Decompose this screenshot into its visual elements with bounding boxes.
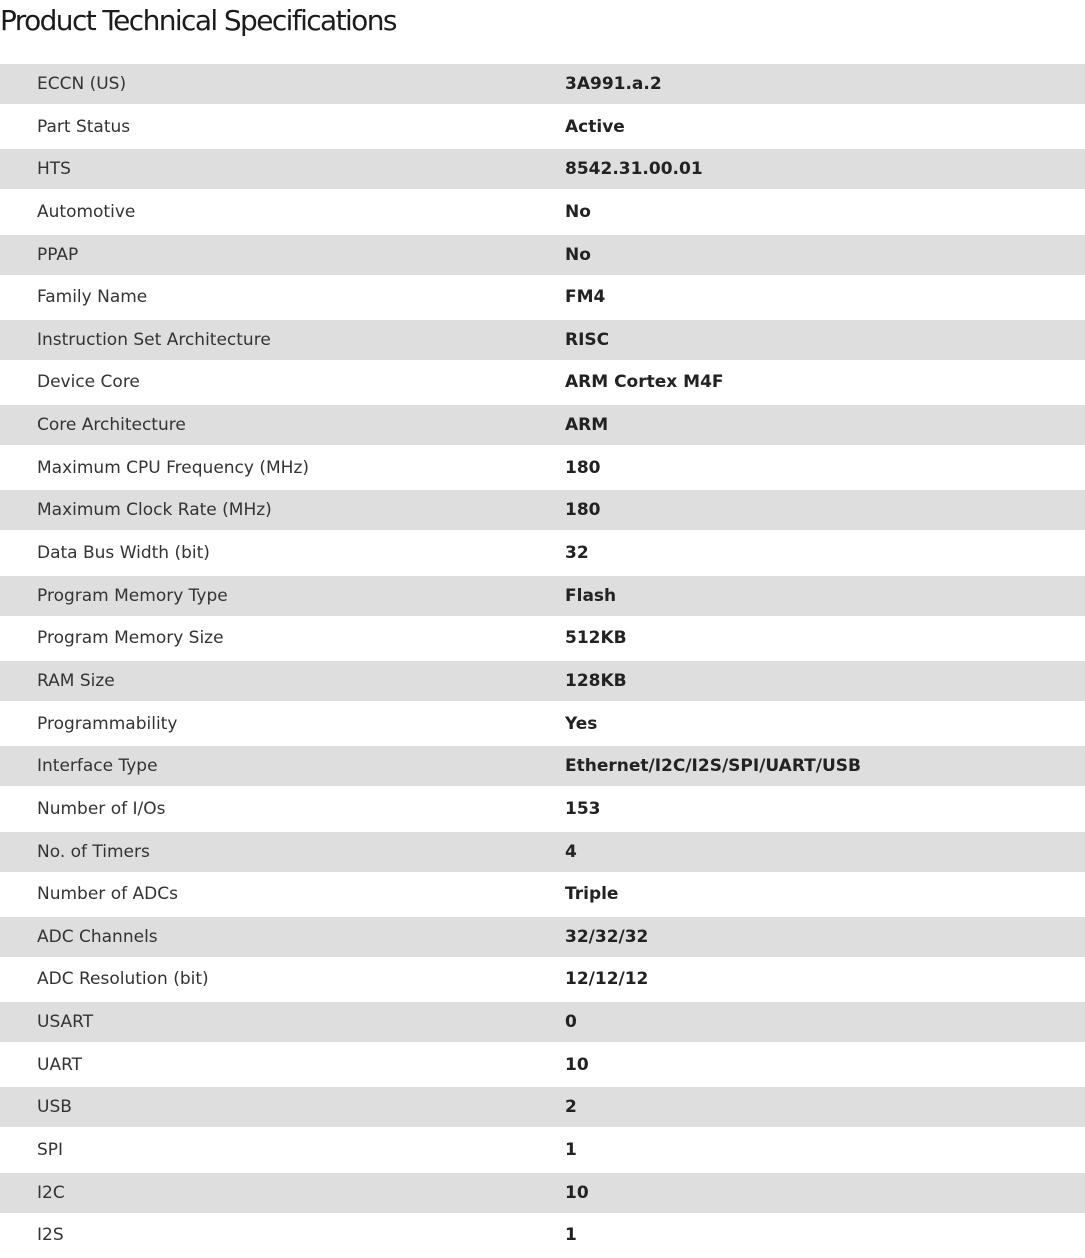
spec-value: No — [565, 244, 591, 265]
spec-label: I2S — [37, 1225, 64, 1246]
spec-row — [0, 576, 1085, 616]
spec-row — [0, 405, 1085, 445]
page-title: Product Technical Specifications — [0, 4, 396, 37]
spec-value: FM4 — [565, 287, 606, 308]
spec-label: No. of Timers — [37, 841, 150, 862]
spec-value: 1 — [565, 1225, 577, 1246]
spec-row — [0, 490, 1085, 530]
spec-value: 180 — [565, 500, 601, 521]
spec-value: 512KB — [565, 628, 627, 649]
spec-row — [0, 533, 1085, 573]
spec-label: Program Memory Size — [37, 628, 224, 649]
spec-row — [0, 1173, 1085, 1213]
spec-row — [0, 832, 1085, 872]
spec-row — [0, 320, 1085, 360]
spec-label: SPI — [37, 1140, 64, 1161]
spec-value: ARM — [565, 415, 609, 436]
spec-value: Ethernet/I2C/I2S/SPI/UART/USB — [565, 756, 861, 777]
spec-label: Number of I/Os — [37, 798, 166, 819]
spec-row — [0, 448, 1085, 488]
spec-value: 0 — [565, 1012, 577, 1033]
spec-label: Automotive — [37, 201, 136, 222]
spec-label: Interface Type — [37, 756, 158, 777]
spec-value: 2 — [565, 1097, 577, 1118]
spec-value: 32/32/32 — [565, 926, 649, 947]
spec-row — [0, 235, 1085, 275]
spec-table — [0, 64, 1085, 1258]
spec-label: Instruction Set Architecture — [37, 329, 271, 350]
spec-value: 4 — [565, 841, 577, 862]
spec-row — [0, 1002, 1085, 1042]
spec-row — [0, 789, 1085, 829]
spec-row — [0, 1130, 1085, 1170]
spec-value: Yes — [565, 713, 598, 734]
spec-value: 10 — [565, 1054, 589, 1075]
spec-row — [0, 959, 1085, 999]
spec-value: No — [565, 201, 591, 222]
spec-label: Device Core — [37, 372, 140, 393]
spec-value: RISC — [565, 329, 610, 350]
spec-label: I2C — [37, 1182, 65, 1203]
spec-value: Flash — [565, 585, 617, 606]
spec-value: 1 — [565, 1140, 577, 1161]
spec-label: HTS — [37, 159, 71, 180]
spec-row — [0, 149, 1085, 189]
spec-row — [0, 1087, 1085, 1127]
spec-label: UART — [37, 1054, 83, 1075]
spec-row — [0, 917, 1085, 957]
spec-value: 10 — [565, 1182, 589, 1203]
spec-label: RAM Size — [37, 670, 115, 691]
spec-label: ADC Channels — [37, 926, 158, 947]
spec-label: ECCN (US) — [37, 74, 127, 94]
spec-value: 3A991.a.2 — [565, 74, 662, 94]
spec-row — [0, 618, 1085, 658]
spec-row — [0, 704, 1085, 744]
spec-label: Part Status — [37, 116, 131, 137]
spec-label: USART — [37, 1012, 94, 1033]
spec-row — [0, 661, 1085, 701]
spec-label: Family Name — [37, 287, 148, 308]
spec-value: Triple — [565, 884, 619, 905]
spec-value: ARM Cortex M4F — [565, 372, 724, 393]
spec-value: 8542.31.00.01 — [565, 159, 703, 180]
spec-value: 12/12/12 — [565, 969, 649, 990]
spec-value: 180 — [565, 457, 601, 478]
spec-value: 128KB — [565, 670, 627, 691]
spec-row — [0, 746, 1085, 786]
spec-label: Number of ADCs — [37, 884, 178, 905]
spec-row — [0, 1045, 1085, 1085]
spec-value: 153 — [565, 798, 601, 819]
spec-label: Program Memory Type — [37, 585, 228, 606]
spec-row — [0, 277, 1085, 317]
spec-label: ADC Resolution (bit) — [37, 969, 209, 990]
spec-label: USB — [37, 1097, 72, 1118]
spec-value: Active — [565, 116, 625, 137]
spec-row — [0, 192, 1085, 232]
spec-label: Maximum Clock Rate (MHz) — [37, 500, 272, 521]
spec-row — [0, 362, 1085, 402]
spec-value: 32 — [565, 543, 589, 564]
spec-label: Data Bus Width (bit) — [37, 543, 210, 564]
spec-row — [0, 874, 1085, 914]
spec-label: PPAP — [37, 244, 79, 265]
spec-label: Core Architecture — [37, 415, 186, 436]
spec-row — [0, 107, 1085, 147]
spec-label: Maximum CPU Frequency (MHz) — [37, 457, 309, 478]
spec-row — [0, 64, 1085, 104]
spec-row — [0, 1215, 1085, 1255]
spec-label: Programmability — [37, 713, 178, 734]
